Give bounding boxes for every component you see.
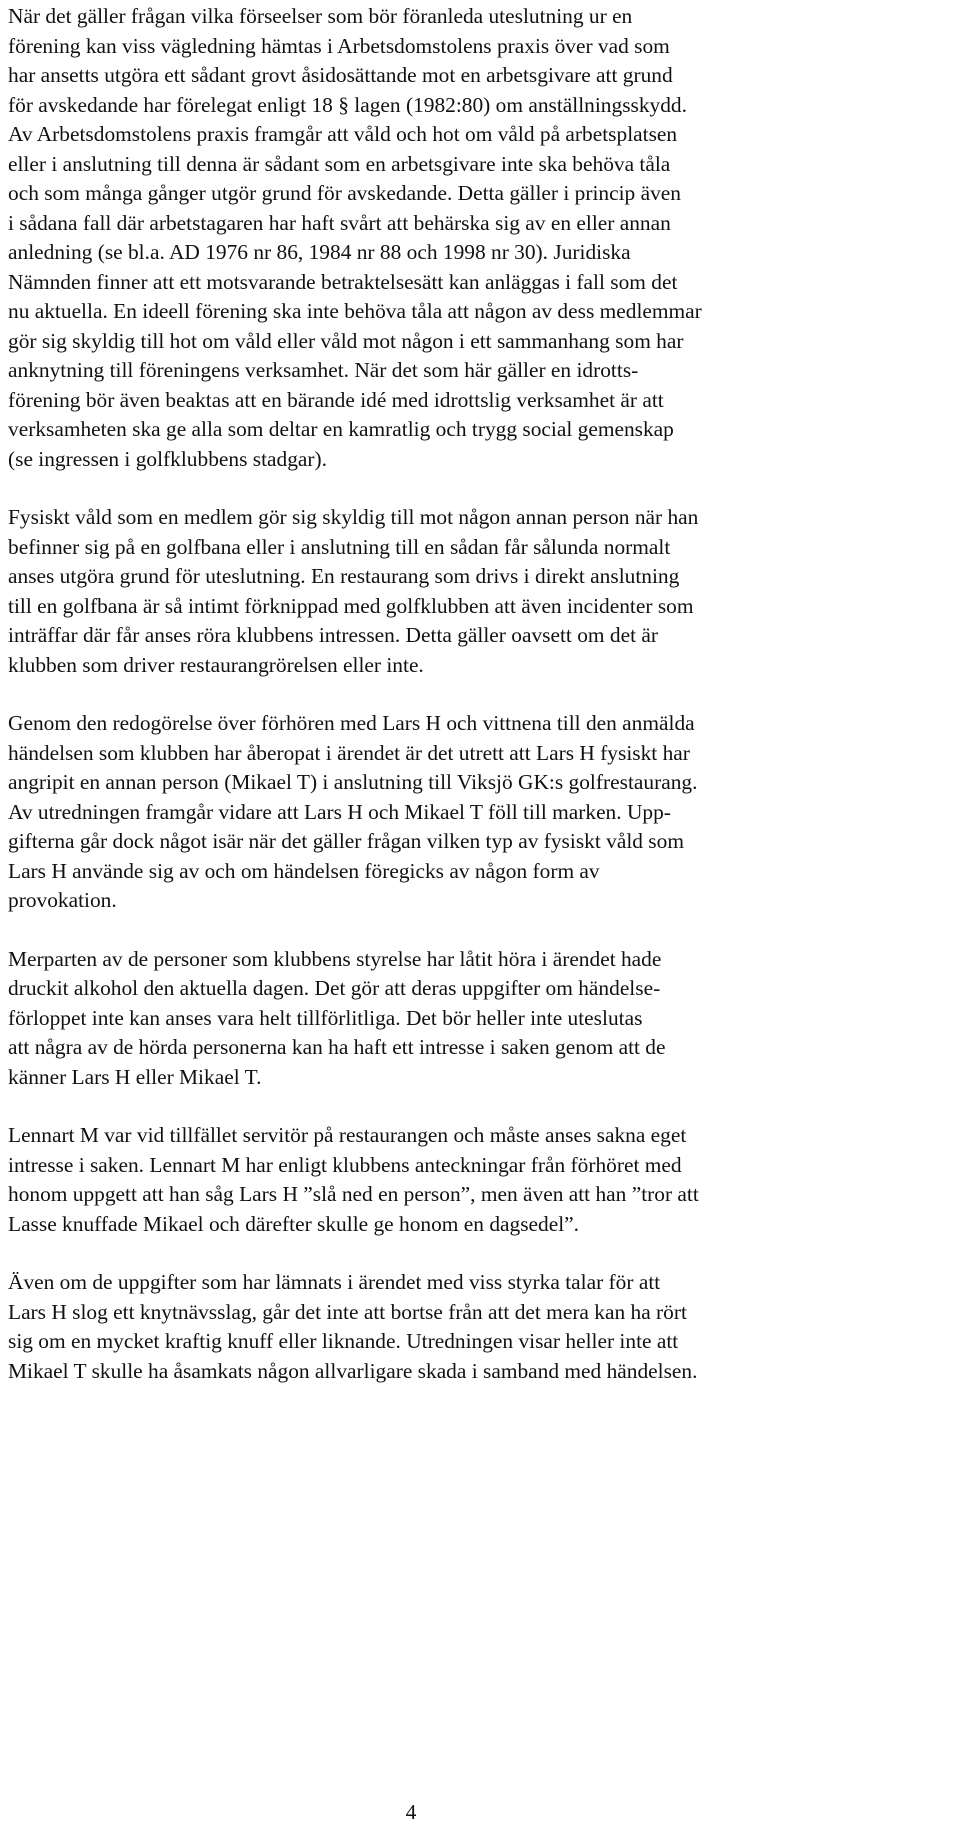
page-number: 4 [405, 1800, 417, 1824]
paragraph-2: Fysiskt våld som en medlem gör sig skyldig till mot någon annan person när han befinner sig på en golfbana eller i anslutning till en sådan får sålunda normalt anses utgöra grund för uteslutning. En restaurang som drivs i direkt anslutning till en golfbana är så intimt förknippad med golfklubben att även incidenter som inträffar där får anses röra klubbens intressen. Detta gäller oavsett om det är klubben som driver restaurangrörelsen eller inte. [8, 505, 699, 677]
document-body [8, 0, 828, 1415]
paragraph-3: Genom den redogörelse över förhören med Lars H och vittnena till den anmälda händelsen som klubben har åberopat i ärendet är det utrett att Lars H fysiskt har angripit en annan person (Mikael T) i anslutning till Viksjö GK:s golfrestaurang. Av utredningen framgår vidare att Lars H och Mikael T föll till marken. Upp- gifterna går dock något isär när det gäller frågan vilken typ av fysiskt våld som Lars H använde sig av och om händelsen föregicks av någon form av provokation. [8, 711, 698, 912]
paragraph-4: Merparten av de personer som klubbens styrelse har låtit höra i ärendet hade druckit alkohol den aktuella dagen. Det gör att deras uppgifter om händelse- förloppet inte kan anses vara helt tillförlitliga. Det bör heller inte uteslutas att några av de hörda personerna kan ha haft ett intresse i saken genom att de känner Lars H eller Mikael T. [8, 946, 666, 1089]
paragraph-5: Lennart M var vid tillfället servitör på restaurangen och måste anses sakna eget intresse i saken. Lennart M har enligt klubbens anteckningar från förhöret med honom uppgett att han såg Lars H ”slå ned en person”, men även att han ”tror att Lasse knuffade Mikael och därefter skulle ge honom en dagsedel”. [8, 1123, 699, 1236]
paragraph-1: När det gäller frågan vilka förseelser som bör föranleda uteslutning ur en förening kan viss vägledning hämtas i Arbetsdomstolens praxis över vad som har ansetts utgöra ett sådant grovt åsidosättande mot en arbetsgivare att grund för avskedande har förelegat enligt 18 § lagen (1982:80) om anställningsskydd. Av Arbetsdomstolens praxis framgår att våld och hot om våld på arbetsplatsen eller i anslutning till denna är sådant som en arbetsgivare inte ska behöva tåla och som många gånger utgör grund för avskedande. Detta gäller i princip även i sådana fall där arbetstagaren har haft svårt att behärska sig av en eller annan anledning (se bl.a. AD 1976 nr 86, 1984 nr 88 och 1998 nr 30). Juridiska Nämnden finner att ett motsvarande betraktelsesätt kan anläggas i fall som det nu aktuella. En ideell förening ska inte behöva tåla att någon av dess medlemmar gör sig skyldig till hot om våld eller våld mot någon i ett sammanhang som har anknytning till föreningens verksamhet. När det som här gäller en idrotts- förening bör även beaktas att en bärande idé med idrottslig verksamhet är att verksamheten ska ge alla som deltar en kamratlig och trygg social gemenskap (se ingressen i golfklubbens stadgar). [8, 4, 702, 471]
paragraph-6: Även om de uppgifter som har lämnats i ärendet med viss styrka talar för att Lars H slog ett knytnävsslag, går det inte att bortse från att det mera kan ha rört sig om en mycket kraftig knuff eller liknande. Utredningen visar heller inte att Mikael T skulle ha åsamkats någon allvarligare skada i samband med händelsen. [8, 1270, 698, 1383]
